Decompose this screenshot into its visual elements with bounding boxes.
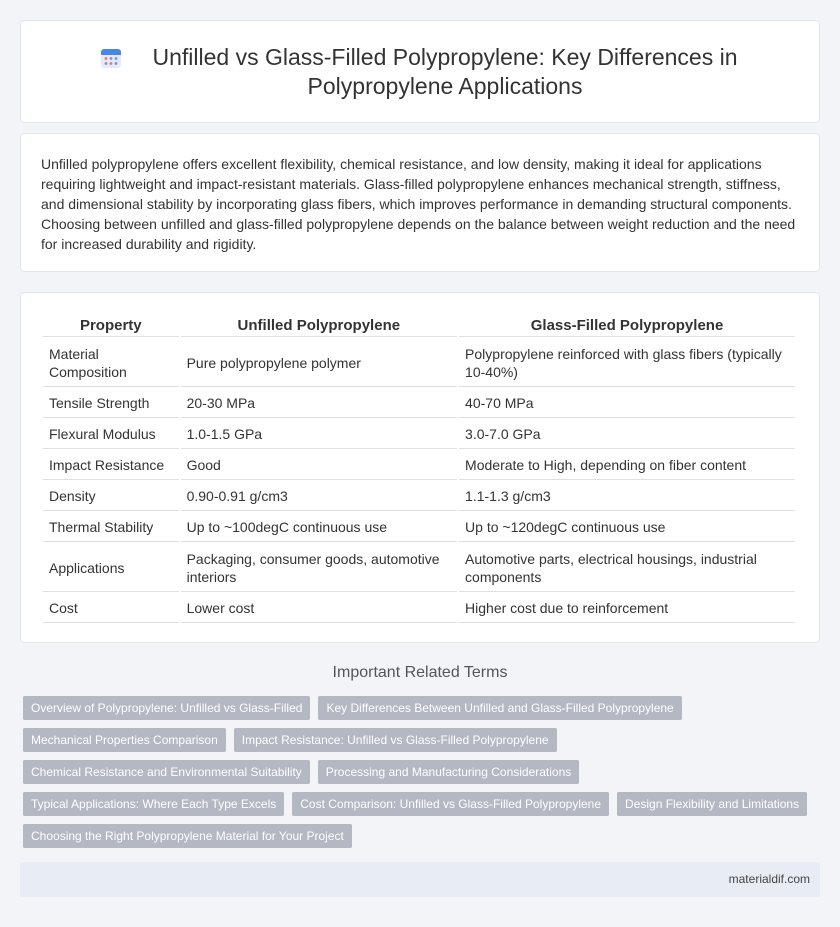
tag-row bbox=[23, 696, 823, 728]
comparison-table bbox=[41, 309, 797, 625]
related-tag[interactable]: Design Flexibility and Limitations bbox=[617, 792, 807, 816]
related-terms-heading: Important Related Terms bbox=[332, 664, 508, 681]
table-row bbox=[43, 544, 795, 592]
table-cell: Thermal Stability bbox=[43, 513, 179, 542]
table-cell: 1.1-1.3 g/cm3 bbox=[459, 482, 795, 511]
table-cell: Packaging, consumer goods, automotive interiors bbox=[181, 544, 457, 592]
related-tag[interactable]: Impact Resistance: Unfilled vs Glass-Filled Polypropylene bbox=[234, 728, 557, 752]
header-glass-filled: Glass-Filled Polypropylene bbox=[459, 311, 795, 337]
intro-paragraph: Unfilled polypropylene offers excellent flexibility, chemical resistance, and low density, making it ideal for applications requiring lightweight and impact-resistant materials. Glass-filled polypropylene enhances mechanical strength, stiffness, and dimensional stability by incorporating glass fibers, which improves performance in demanding structural components. Choosing between unfilled and glass-filled polypropylene depends on the balance between weight reduction and the need for increased durability and rigidity. bbox=[41, 156, 796, 252]
related-terms-tags bbox=[23, 696, 823, 856]
table-cell: Density bbox=[43, 482, 179, 511]
intro-card bbox=[20, 133, 820, 272]
table-row bbox=[43, 513, 795, 542]
table-cell: Cost bbox=[43, 594, 179, 623]
tag-row bbox=[23, 760, 823, 792]
table-row bbox=[43, 420, 795, 449]
page-title: Unfilled vs Glass-Filled Polypropylene: Key Differences in Polypropylene Applications bbox=[152, 44, 738, 99]
table-cell: Up to ~100degC continuous use bbox=[181, 513, 457, 542]
header-property: Property bbox=[43, 311, 179, 337]
title-card bbox=[20, 20, 820, 123]
footer-site-name: materialdif.com bbox=[728, 872, 810, 886]
table-row bbox=[43, 339, 795, 387]
table-cell: Automotive parts, electrical housings, industrial components bbox=[459, 544, 795, 592]
table-row bbox=[43, 482, 795, 511]
table-row bbox=[43, 594, 795, 623]
related-tag[interactable]: Overview of Polypropylene: Unfilled vs Glass-Filled bbox=[23, 696, 310, 720]
table-cell: Tensile Strength bbox=[43, 389, 179, 418]
table-cell: Applications bbox=[43, 544, 179, 592]
footer bbox=[20, 862, 820, 897]
related-tag[interactable]: Choosing the Right Polypropylene Material for Your Project bbox=[23, 824, 352, 848]
table-cell: Material Composition bbox=[43, 339, 179, 387]
table-cell: Flexural Modulus bbox=[43, 420, 179, 449]
related-tag[interactable]: Mechanical Properties Comparison bbox=[23, 728, 226, 752]
table-cell: Polypropylene reinforced with glass fibers (typically 10-40%) bbox=[459, 339, 795, 387]
tag-row bbox=[23, 824, 823, 856]
header-unfilled: Unfilled Polypropylene bbox=[181, 311, 457, 337]
comparison-table-card bbox=[20, 292, 820, 643]
table-cell: Lower cost bbox=[181, 594, 457, 623]
related-tag[interactable]: Cost Comparison: Unfilled vs Glass-Filled Polypropylene bbox=[292, 792, 609, 816]
tag-row bbox=[23, 792, 823, 824]
related-tag[interactable]: Chemical Resistance and Environmental Suitability bbox=[23, 760, 310, 784]
table-cell: Good bbox=[181, 451, 457, 480]
tag-row bbox=[23, 728, 823, 760]
related-tag[interactable]: Key Differences Between Unfilled and Glass-Filled Polypropylene bbox=[318, 696, 681, 720]
table-cell: 0.90-0.91 g/cm3 bbox=[181, 482, 457, 511]
table-cell: Impact Resistance bbox=[43, 451, 179, 480]
related-tag[interactable]: Processing and Manufacturing Considerations bbox=[318, 760, 579, 784]
table-cell: 1.0-1.5 GPa bbox=[181, 420, 457, 449]
table-cell: 40-70 MPa bbox=[459, 389, 795, 418]
table-cell: 3.0-7.0 GPa bbox=[459, 420, 795, 449]
table-row bbox=[43, 451, 795, 480]
table-cell: Higher cost due to reinforcement bbox=[459, 594, 795, 623]
table-row bbox=[43, 389, 795, 418]
table-cell: 20-30 MPa bbox=[181, 389, 457, 418]
table-header-row bbox=[43, 311, 795, 337]
table-cell: Up to ~120degC continuous use bbox=[459, 513, 795, 542]
table-cell: Moderate to High, depending on fiber content bbox=[459, 451, 795, 480]
related-tag[interactable]: Typical Applications: Where Each Type Excels bbox=[23, 792, 284, 816]
table-cell: Pure polypropylene polymer bbox=[181, 339, 457, 387]
